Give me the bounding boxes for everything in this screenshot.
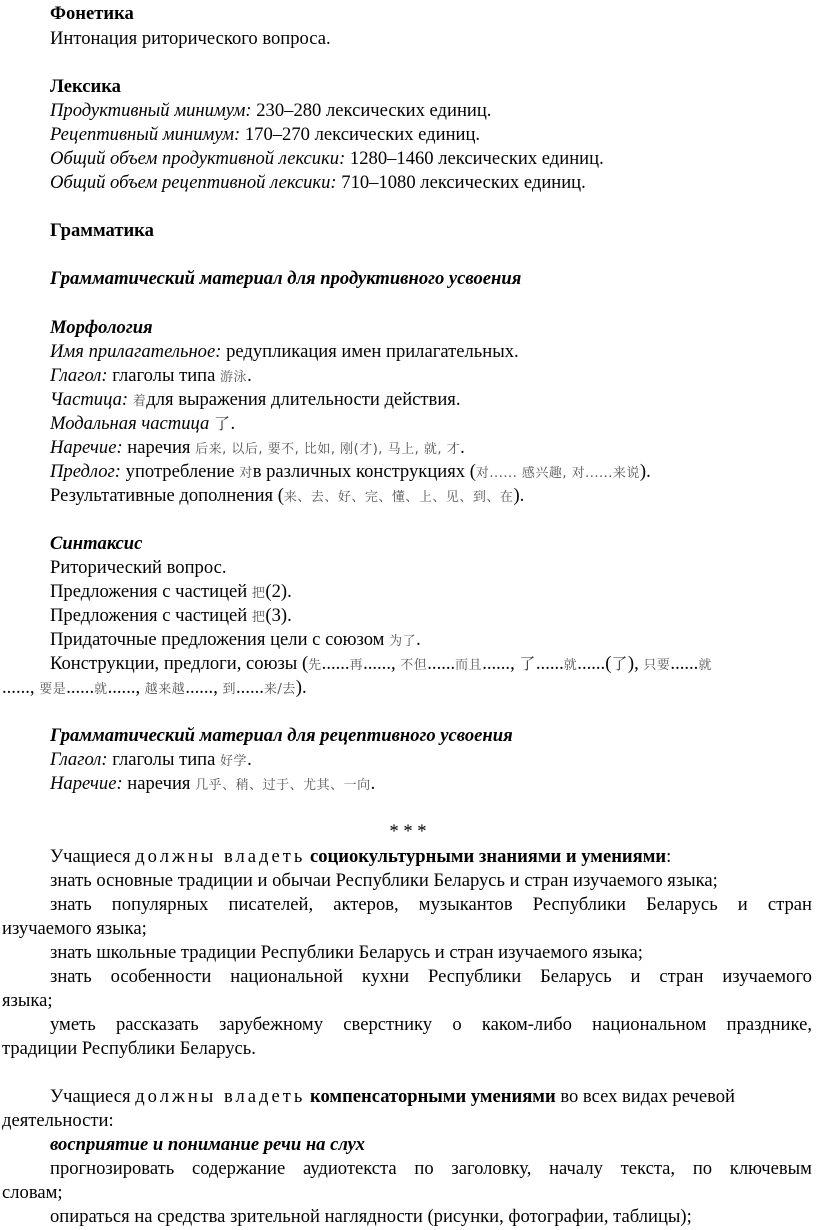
construction-chinese: 越来越	[144, 682, 186, 697]
construction-chinese: 不但	[400, 658, 428, 673]
receptive-adverb-text: наречия	[122, 773, 196, 794]
word: национальном	[592, 1014, 707, 1035]
resultative-line	[50, 484, 524, 508]
adverb-line: Наречие: наречия 后来, 以后, 要不, 比如, 刚(才), 马上, 就, 才.	[50, 437, 465, 458]
section-separator: * * *	[389, 821, 427, 842]
phonetics-heading: Фонетика	[50, 3, 134, 24]
construction-chinese: 就	[563, 658, 578, 673]
adjective-text: редупликация имен прилагательных.	[221, 341, 519, 362]
receptive-verb-chinese: 好学	[220, 754, 248, 769]
ba-particle-line-3	[50, 604, 292, 628]
word: празднике,	[726, 1014, 812, 1035]
particle-text: для выражения длительности действия.	[146, 389, 461, 410]
resultative-chinese: 来、去、好、完、懂、上、见、到、在	[283, 490, 514, 505]
ba-particle-number-2: (2).	[265, 581, 292, 602]
constructions-text: Конструкции, предлоги, союзы (	[50, 653, 309, 674]
ba-particle-number-3: (3).	[265, 605, 292, 626]
construction-chinese: 再	[349, 658, 364, 673]
adjective-line	[50, 340, 519, 364]
word: знать	[50, 894, 92, 915]
ba-particle-chinese: 把	[251, 586, 266, 601]
word: ключевым	[729, 1158, 812, 1179]
sociocultural-item-5-cont: традиции Республики Беларусь.	[2, 1038, 256, 1059]
listening-item-1	[50, 1157, 812, 1181]
productive-minimum-line	[50, 99, 491, 123]
preposition-line	[50, 460, 651, 484]
purpose-clause-text: Придаточные предложения цели с союзом	[50, 629, 390, 650]
construction-chinese: 先	[308, 658, 322, 673]
word: рассказать	[115, 1014, 199, 1035]
word: писателей,	[228, 894, 314, 915]
sociocultural-item-3: знать школьные традиции Республики Беларусь и стран изучаемого языка;	[50, 942, 643, 963]
total-productive-line	[50, 147, 604, 171]
particle-label: Частица:	[50, 389, 129, 410]
purpose-clause-chinese: 为了	[389, 634, 417, 649]
word: актеров,	[333, 894, 399, 915]
construction-chinese: 要是	[39, 682, 67, 697]
construction-chinese: 了	[519, 654, 536, 673]
sociocultural-item-2	[50, 893, 812, 917]
word: заголовку,	[451, 1158, 532, 1179]
sociocultural-item-2-cont: изучаемого языка;	[2, 918, 147, 939]
morphology-heading: Морфология	[50, 317, 153, 338]
word: зарубежному	[219, 1014, 323, 1035]
total-productive-value: 1280–1460 лексических единиц.	[345, 148, 604, 169]
receptive-verb-text: глаголы типа	[107, 749, 221, 770]
adverb-text: наречия	[122, 437, 196, 458]
receptive-minimum-value: 170–270 лексических единиц.	[240, 124, 481, 145]
listening-item-1-cont: словам;	[2, 1182, 63, 1203]
productive-minimum-value: 230–280 лексических единиц.	[251, 100, 492, 121]
word: Беларусь	[540, 966, 612, 987]
intro-punct: :	[666, 846, 672, 867]
particle-line	[50, 388, 461, 412]
receptive-verb-label: Глагол:	[50, 749, 108, 770]
receptive-minimum-label: Рецептивный минимум:	[50, 124, 241, 145]
sociocultural-item-1: знать основные традиции и обычаи Республики Беларусь и стран изучаемого языка;	[50, 870, 718, 891]
modal-particle-line: Модальная частица 了.	[50, 413, 236, 434]
receptive-grammar-heading: Грамматический материал для рецептивного усвоения	[50, 725, 513, 746]
productive-minimum-label: Продуктивный минимум:	[50, 100, 252, 121]
receptive-verb-line: Глагол: глаголы типа 好学.	[50, 749, 252, 770]
word: началу	[549, 1158, 603, 1179]
construction-chinese: 而且	[455, 658, 483, 673]
constructions-line-2: ......, 要是......就......, 越来越......, 到......来/去).	[2, 677, 307, 698]
intro-text: во всех видах речевой	[555, 1086, 735, 1107]
construction-chinese: 到	[222, 682, 237, 697]
ba-particle-text: Предложения с частицей	[50, 605, 252, 626]
productive-grammar-heading: Грамматический материал для продуктивного усвоения	[50, 268, 522, 289]
word: национальной	[230, 966, 343, 987]
sociocultural-item-4	[50, 965, 812, 989]
word: и	[737, 894, 748, 915]
constructions-line-1: Конструкции, предлоги, союзы (先......再......, 不但......而且......, 了......就......(了), 只要......就	[50, 653, 712, 674]
total-receptive-label: Общий объем рецептивной лексики:	[50, 172, 337, 193]
word: кухни	[361, 966, 410, 987]
preposition-text-3: ).	[639, 461, 651, 482]
syntax-heading: Синтаксис	[50, 533, 143, 554]
verb-label: Глагол:	[50, 365, 108, 386]
modal-particle-chinese: 了	[213, 414, 231, 433]
word: Республики	[532, 894, 627, 915]
intro-text: Учащиеся	[50, 1086, 136, 1107]
sociocultural-item-5	[50, 1013, 812, 1037]
sociocultural-intro	[50, 845, 671, 869]
resultative-text: Результативные дополнения (	[50, 485, 284, 506]
compensatory-intro-cont: деятельности:	[2, 1110, 114, 1131]
listening-item-2: опираться на средства зрительной наглядности (рисунки, фотографии, таблицы);	[50, 1206, 692, 1227]
word: текста,	[620, 1158, 676, 1179]
lexicon-heading: Лексика	[50, 76, 121, 97]
verb-line: Глагол: глаголы типа 游泳.	[50, 365, 252, 386]
particle-chinese: 着	[132, 394, 147, 409]
preposition-text-2: в различных конструкциях (	[252, 461, 476, 482]
construction-chinese: 就	[698, 658, 712, 673]
word: знать	[50, 966, 92, 987]
ba-particle-chinese: 把	[251, 610, 266, 625]
emphasis-bold: компенсаторными умениями	[310, 1086, 556, 1107]
purpose-clause-line: Придаточные предложения цели с союзом 为了.	[50, 629, 421, 650]
preposition-chinese-2: 对...... 感兴趣, 对......来说	[475, 466, 640, 481]
word: и	[630, 966, 641, 987]
word: каком-либо	[481, 1014, 572, 1035]
listening-heading: восприятие и понимание речи на слух	[50, 1134, 365, 1155]
spaced-emphasis: должны владеть	[135, 1086, 306, 1107]
ba-particle-line-2	[50, 580, 292, 604]
word: особенности	[110, 966, 212, 987]
word: популярных	[111, 894, 209, 915]
rhetorical-question-line: Риторический вопрос.	[50, 557, 227, 578]
word: стран	[767, 894, 812, 915]
word: прогнозировать	[50, 1158, 175, 1179]
construction-chinese: 就	[94, 682, 108, 697]
phonetics-line: Интонация риторического вопроса.	[50, 28, 331, 49]
intro-text: Учащиеся	[50, 846, 136, 867]
construction-chinese: 了	[611, 654, 628, 673]
receptive-adverb-label: Наречие:	[50, 773, 123, 794]
preposition-chinese: 对	[239, 466, 253, 481]
ba-particle-text: Предложения с частицей	[50, 581, 252, 602]
construction-chinese: 来/去	[263, 682, 296, 697]
word: музыкантов	[418, 894, 513, 915]
modal-particle-label: Модальная частица	[50, 413, 214, 434]
total-receptive-value: 710–1080 лексических единиц.	[336, 172, 586, 193]
word: по	[692, 1158, 713, 1179]
word: стран	[659, 966, 704, 987]
adjective-label: Имя прилагательное:	[50, 341, 222, 362]
receptive-adverb-line: Наречие: наречия 几乎、稍、过于、尤其、一向.	[50, 773, 376, 794]
resultative-end: ).	[513, 485, 525, 506]
word: сверстнику	[343, 1014, 433, 1035]
preposition-label: Предлог:	[50, 461, 121, 482]
verb-text: глаголы типа	[107, 365, 221, 386]
word: Республики	[427, 966, 522, 987]
receptive-minimum-line	[50, 123, 480, 147]
word: по	[414, 1158, 434, 1179]
word: о	[452, 1014, 462, 1035]
verb-chinese: 游泳	[220, 370, 248, 385]
construction-chinese: 只要	[643, 658, 671, 673]
grammar-heading: Грамматика	[50, 220, 154, 241]
spaced-emphasis: должны владеть	[135, 846, 306, 867]
word: изучаемого	[722, 966, 812, 987]
compensatory-intro	[50, 1085, 735, 1109]
receptive-adverb-chinese: 几乎、稍、过于、尤其、一向	[195, 778, 371, 793]
adverb-label: Наречие:	[50, 437, 123, 458]
total-receptive-line	[50, 171, 586, 195]
sociocultural-item-4-cont: языка;	[2, 990, 53, 1011]
total-productive-label: Общий объем продуктивной лексики:	[50, 148, 346, 169]
emphasis-bold: социокультурными знаниями и умениями	[310, 846, 667, 867]
word: аудиотекста	[302, 1158, 397, 1179]
preposition-text: употребление	[121, 461, 240, 482]
word: содержание	[191, 1158, 286, 1179]
word: уметь	[50, 1014, 96, 1035]
word: Беларусь	[646, 894, 718, 915]
adverb-chinese: 后来, 以后, 要不, 比如, 刚(才), 马上, 就, 才	[195, 442, 461, 457]
